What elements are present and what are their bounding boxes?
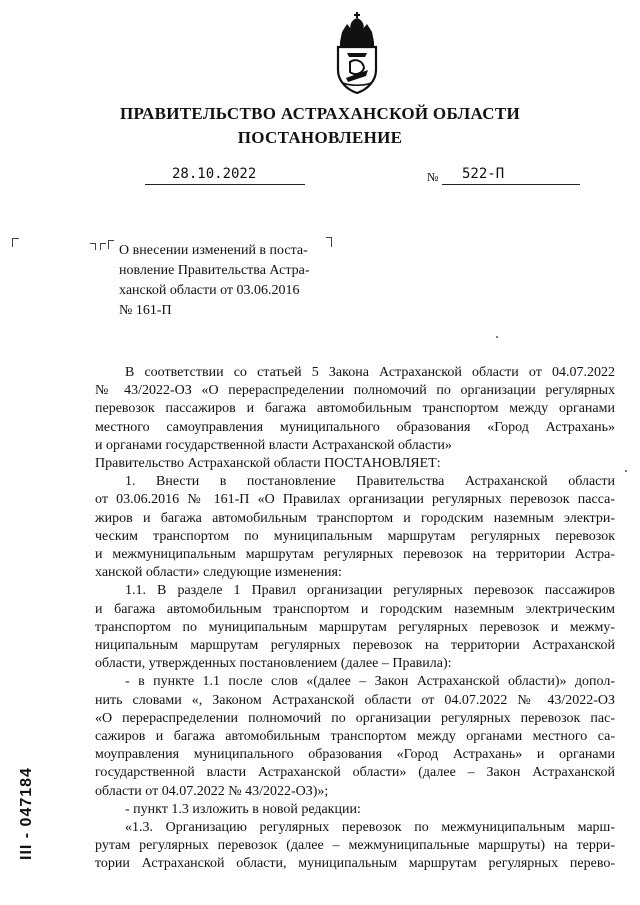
body-line: и багажа автомобильным транспортом и городским наземным электрическим bbox=[95, 601, 615, 617]
serial-number-stamp bbox=[4, 710, 44, 860]
number-underline bbox=[442, 184, 580, 185]
corner-mark bbox=[90, 243, 96, 250]
serial-number: III - 047184 bbox=[18, 767, 35, 860]
body-line: государственной власти Астраханской области» (далее – Закон Астраханской bbox=[95, 765, 615, 781]
subject-line: новление Правительства Астра- bbox=[119, 263, 310, 278]
corner-mark bbox=[100, 243, 106, 250]
body-line: области от 04.07.2022 № 43/2022-ОЗ)»; bbox=[95, 783, 329, 799]
body-line: - в пункте 1.1 после слов «(далее – Закон Астраханской области)» допол- bbox=[125, 674, 615, 690]
body-line: 1. Внести в постановление Правительства Астраханской области bbox=[125, 474, 615, 490]
body-line: моуправления муниципального образования «Город Астрахань» и органами bbox=[95, 747, 615, 763]
document-body bbox=[95, 364, 615, 874]
subject-line: ханской области от 03.06.2016 bbox=[119, 283, 300, 298]
coat-of-arms-icon bbox=[332, 12, 382, 94]
body-line: перевозок пассажиров и багажа автомобильным транспортом между органами bbox=[95, 401, 615, 417]
body-line: В соответствии со статьей 5 Закона Астраханской области от 04.07.2022 bbox=[125, 365, 615, 380]
body-line: ниципальным маршрутам регулярных перевозок на территории Астраханской bbox=[95, 638, 615, 654]
corner-mark bbox=[12, 238, 19, 247]
body-line: «1.3. Организацию регулярных перевозок по межмуниципальным марш- bbox=[125, 820, 615, 836]
body-line: жиров и багажа автомобильным транспортом и городским наземным электри- bbox=[95, 510, 615, 526]
body-line: и межмуниципальным маршрутам регулярных перевозок на территории Астра- bbox=[95, 547, 615, 563]
corner-mark bbox=[108, 240, 114, 249]
body-line: от 03.06.2016 № 161-П «О Правилах организации регулярных перевозок пасса- bbox=[95, 492, 615, 508]
document-subject bbox=[119, 241, 333, 321]
scan-speck bbox=[496, 336, 498, 338]
scan-speck bbox=[625, 470, 627, 472]
body-line: области, утвержденных постановлением (далее – Правила): bbox=[95, 656, 452, 672]
number-sign: № bbox=[427, 170, 439, 184]
body-line: ческим транспортом по муниципальным маршрутам регулярных перевозок bbox=[95, 528, 615, 544]
body-line: транспортом по муниципальным маршрутам регулярных перевозок и межму- bbox=[95, 619, 615, 635]
body-line: сажиров и багажа автомобильным транспортом между органами местного са- bbox=[95, 729, 615, 745]
document-type-title: ПОСТАНОВЛЕНИЕ bbox=[237, 128, 403, 147]
body-line: местного самоуправления муниципального образования «Город Астрахань» bbox=[95, 419, 615, 435]
body-line: тории Астраханской области, муниципальным маршрутам регулярных перево- bbox=[95, 856, 615, 872]
subject-line: № 161-П bbox=[119, 303, 172, 318]
body-line: ханской области» следующие изменения: bbox=[95, 565, 342, 581]
body-line: нить словами «, Законом Астраханской области от 04.07.2022 № 43/2022-ОЗ bbox=[95, 692, 615, 708]
date-underline bbox=[145, 184, 305, 185]
body-line: «О перераспределении полномочий по организации регулярных перевозок пас- bbox=[95, 710, 615, 726]
subject-line: О внесении изменений в поста- bbox=[119, 243, 308, 258]
body-line: и органами государственной власти Астраханской области» bbox=[95, 437, 452, 453]
body-line: Правительство Астраханской области ПОСТАНОВЛЯЕТ: bbox=[95, 456, 441, 472]
body-line: - пункт 1.3 изложить в новой редакции: bbox=[125, 801, 361, 817]
body-line: № 43/2022-ОЗ «О перераспределении полномочий по организации регулярных bbox=[95, 383, 615, 399]
organization-title: ПРАВИТЕЛЬСТВО АСТРАХАНСКОЙ ОБЛАСТИ bbox=[120, 104, 520, 123]
body-line: 1.1. В разделе 1 Правил организации регулярных перевозок пассажиров bbox=[125, 583, 615, 599]
body-line: рутам регулярных перевозок (далее – межмуниципальные маршруты) на терри- bbox=[95, 838, 615, 854]
document-date: 28.10.2022 bbox=[172, 166, 257, 182]
document-number: 522-П bbox=[462, 166, 505, 182]
